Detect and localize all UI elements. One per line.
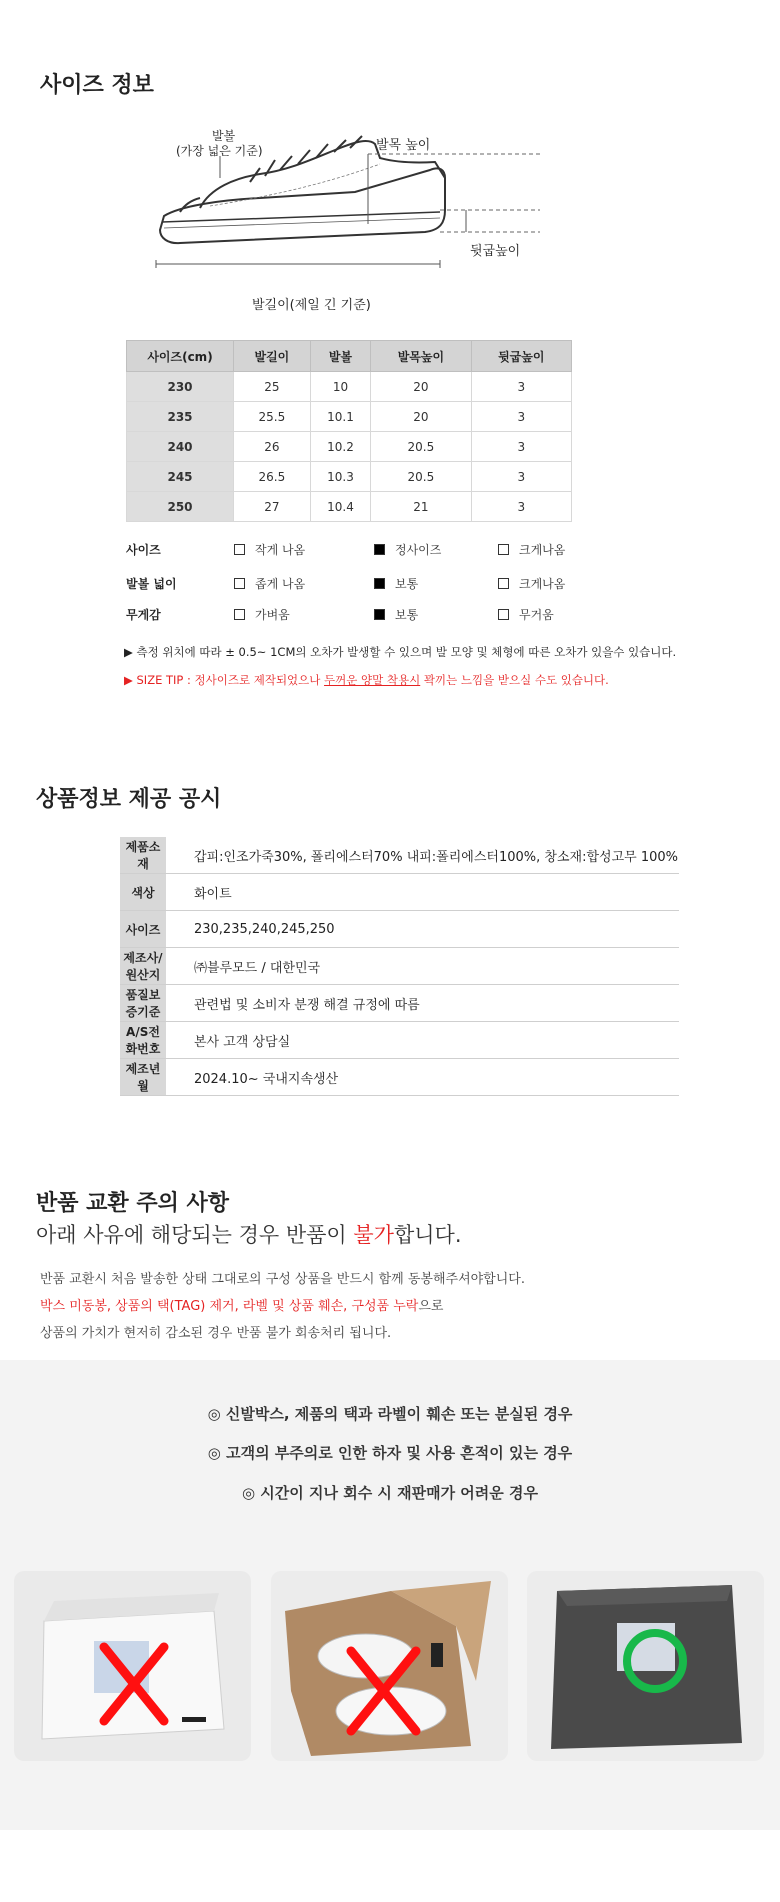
table-cell: 10.3 xyxy=(310,462,370,492)
table-row xyxy=(120,948,679,985)
diagram-label-heel-height: 뒷굽높이 xyxy=(470,244,521,259)
size-tip xyxy=(124,672,609,688)
table-row xyxy=(127,462,572,492)
table-cell: 3 xyxy=(471,372,571,402)
returns-subtitle-prefix: 아래 사유에 해당되는 경우 반품이 xyxy=(36,1223,354,1247)
checkbox-empty-icon xyxy=(498,578,509,589)
size-table-header: 발목높이 xyxy=(371,341,471,372)
notice-value: ㈜블루모드 / 대한민국 xyxy=(166,948,679,985)
fit-option-label: 보통 xyxy=(395,608,419,622)
table-cell: 250 xyxy=(127,492,234,522)
fit-option xyxy=(234,606,290,623)
table-cell: 26 xyxy=(234,432,311,462)
fit-option xyxy=(498,575,565,592)
fit-row-weight xyxy=(126,606,626,626)
table-cell: 20.5 xyxy=(371,432,471,462)
photo-sealed-package xyxy=(527,1571,764,1761)
size-table-header: 뒷굽높이 xyxy=(471,341,571,372)
size-table-header-row xyxy=(127,341,572,372)
table-row xyxy=(127,432,572,462)
table-cell: 10.1 xyxy=(310,402,370,432)
returns-line-2 xyxy=(40,1295,444,1314)
fit-option xyxy=(234,541,305,558)
fit-label: 발볼 넓이 xyxy=(126,577,177,591)
notice-value: 갑피:인조가죽30%, 폴리에스터70% 내피:폴리에스터100%, 창소재:합성고무 100% xyxy=(166,837,679,874)
returns-subtitle-suffix: 합니다. xyxy=(393,1223,462,1247)
size-tip-underlined: 두꺼운 양말 착용시 xyxy=(324,673,421,687)
table-row xyxy=(120,837,679,874)
returns-line-1: 반품 교환시 처음 발송한 상태 그대로의 구성 상품을 반드시 함께 동봉해주셔야합니다. xyxy=(40,1272,525,1287)
table-cell: 21 xyxy=(371,492,471,522)
fit-option xyxy=(374,575,418,592)
table-cell: 10.2 xyxy=(310,432,370,462)
notice-value: 화이트 xyxy=(166,874,679,911)
table-row xyxy=(127,372,572,402)
fit-option xyxy=(374,541,441,558)
table-row xyxy=(120,985,679,1022)
notice-key: 색상 xyxy=(120,874,166,911)
notice-key: 품질보증기준 xyxy=(120,985,166,1022)
checkbox-empty-icon xyxy=(498,609,509,620)
fit-option-label: 무거움 xyxy=(519,608,554,622)
size-tip-prefix: ▶ SIZE TIP : 정사이즈로 제작되었으나 xyxy=(124,673,325,687)
fit-option-label: 작게 나옴 xyxy=(255,543,306,557)
returns-subtitle xyxy=(36,1219,462,1249)
product-notice-title: 상품정보 제공 공시 xyxy=(36,787,222,812)
table-row xyxy=(120,1022,679,1059)
checkbox-empty-icon xyxy=(234,609,245,620)
size-info-title: 사이즈 정보 xyxy=(40,73,154,98)
table-cell: 245 xyxy=(127,462,234,492)
notice-key: 제품소재 xyxy=(120,837,166,874)
table-cell: 27 xyxy=(234,492,311,522)
checkbox-filled-icon xyxy=(374,578,385,589)
table-row xyxy=(127,492,572,522)
fit-option-label: 보통 xyxy=(395,577,419,591)
fit-row-size xyxy=(126,541,626,561)
diagram-label-ball-note: (가장 넓은 기준) xyxy=(176,144,263,158)
table-row xyxy=(120,874,679,911)
notice-key: 제조사/원산지 xyxy=(120,948,166,985)
table-cell: 3 xyxy=(471,492,571,522)
table-cell: 230 xyxy=(127,372,234,402)
diagram-label-length: 발길이(제일 긴 기준) xyxy=(252,298,371,313)
table-cell: 3 xyxy=(471,462,571,492)
fit-option xyxy=(374,606,418,623)
fit-option xyxy=(498,606,554,623)
size-tip-suffix: 꽉끼는 느낌을 받으실 수도 있습니다. xyxy=(420,673,609,687)
table-cell: 240 xyxy=(127,432,234,462)
notice-key: 제조년월 xyxy=(120,1059,166,1096)
notice-value: 관련법 및 소비자 분쟁 해결 규정에 따름 xyxy=(166,985,679,1022)
fit-label: 무게감 xyxy=(126,608,161,622)
checkbox-filled-icon xyxy=(374,609,385,620)
checkbox-filled-icon xyxy=(374,544,385,555)
checkbox-empty-icon xyxy=(234,544,245,555)
shoe-box-icon xyxy=(14,1571,251,1761)
fit-option xyxy=(498,541,565,558)
returns-condition: ◎ 신발박스, 제품의 택과 라벨이 훼손 또는 분실된 경우 xyxy=(207,1405,573,1423)
returns-condition: ◎ 시간이 지나 회수 시 재판매가 어려운 경우 xyxy=(242,1484,538,1502)
table-cell: 20 xyxy=(371,372,471,402)
notice-key: 사이즈 xyxy=(120,911,166,948)
size-table-header: 발볼 xyxy=(310,341,370,372)
table-cell: 3 xyxy=(471,432,571,462)
fit-option-label: 크게나옴 xyxy=(519,577,566,591)
table-cell: 25 xyxy=(234,372,311,402)
size-table xyxy=(126,340,572,522)
checkbox-empty-icon xyxy=(498,544,509,555)
returns-condition: ◎ 고객의 부주의로 인한 하자 및 사용 흔적이 있는 경우 xyxy=(207,1444,573,1462)
table-row xyxy=(120,911,679,948)
table-cell: 10.4 xyxy=(310,492,370,522)
table-cell: 20.5 xyxy=(371,462,471,492)
diagram-label-ankle-height: 발목 높이 xyxy=(376,138,431,153)
fit-row-width xyxy=(126,575,626,595)
table-cell: 10 xyxy=(310,372,370,402)
notice-key: A/S전화번호 xyxy=(120,1022,166,1059)
fit-option-label: 정사이즈 xyxy=(395,543,442,557)
measurement-note: ▶ 측정 위치에 따라 ± 0.5~ 1CM의 오차가 발생할 수 있으며 발 모양 및 체형에 따른 오차가 있을수 있습니다. xyxy=(124,645,677,659)
sealed-package-icon xyxy=(527,1571,764,1761)
returns-line-3: 상품의 가치가 현저히 감소된 경우 반품 불가 회송처리 됩니다. xyxy=(40,1326,392,1341)
open-shoe-box-icon xyxy=(271,1571,508,1761)
returns-line-2-red: 박스 미동봉, 상품의 택(TAG) 제거, 라벨 및 상품 훼손, 구성품 누락 xyxy=(40,1299,419,1314)
table-cell: 20 xyxy=(371,402,471,432)
size-table-header: 사이즈(cm) xyxy=(127,341,234,372)
fit-option-label: 크게나옴 xyxy=(519,543,566,557)
fit-option-label: 좁게 나옴 xyxy=(255,577,306,591)
returns-title: 반품 교환 주의 사항 xyxy=(36,1191,229,1216)
table-row xyxy=(120,1059,679,1096)
notice-value: 본사 고객 상담실 xyxy=(166,1022,679,1059)
diagram-label-ball: 발볼 xyxy=(212,129,236,143)
size-table-header: 발길이 xyxy=(234,341,311,372)
checkbox-empty-icon xyxy=(234,578,245,589)
returns-line-2-suffix: 으로 xyxy=(418,1299,444,1314)
photo-box-damaged xyxy=(14,1571,251,1761)
table-row xyxy=(127,402,572,432)
table-cell: 3 xyxy=(471,402,571,432)
photo-open-box xyxy=(271,1571,508,1761)
returns-subtitle-highlight: 불가 xyxy=(353,1223,394,1247)
fit-option-label: 가벼움 xyxy=(255,608,290,622)
product-notice-table xyxy=(120,837,679,1096)
fit-option xyxy=(234,575,305,592)
table-cell: 25.5 xyxy=(234,402,311,432)
table-cell: 26.5 xyxy=(234,462,311,492)
notice-value: 230,235,240,245,250 xyxy=(166,911,679,948)
notice-value: 2024.10~ 국내지속생산 xyxy=(166,1059,679,1096)
fit-label: 사이즈 xyxy=(126,543,161,557)
table-cell: 235 xyxy=(127,402,234,432)
